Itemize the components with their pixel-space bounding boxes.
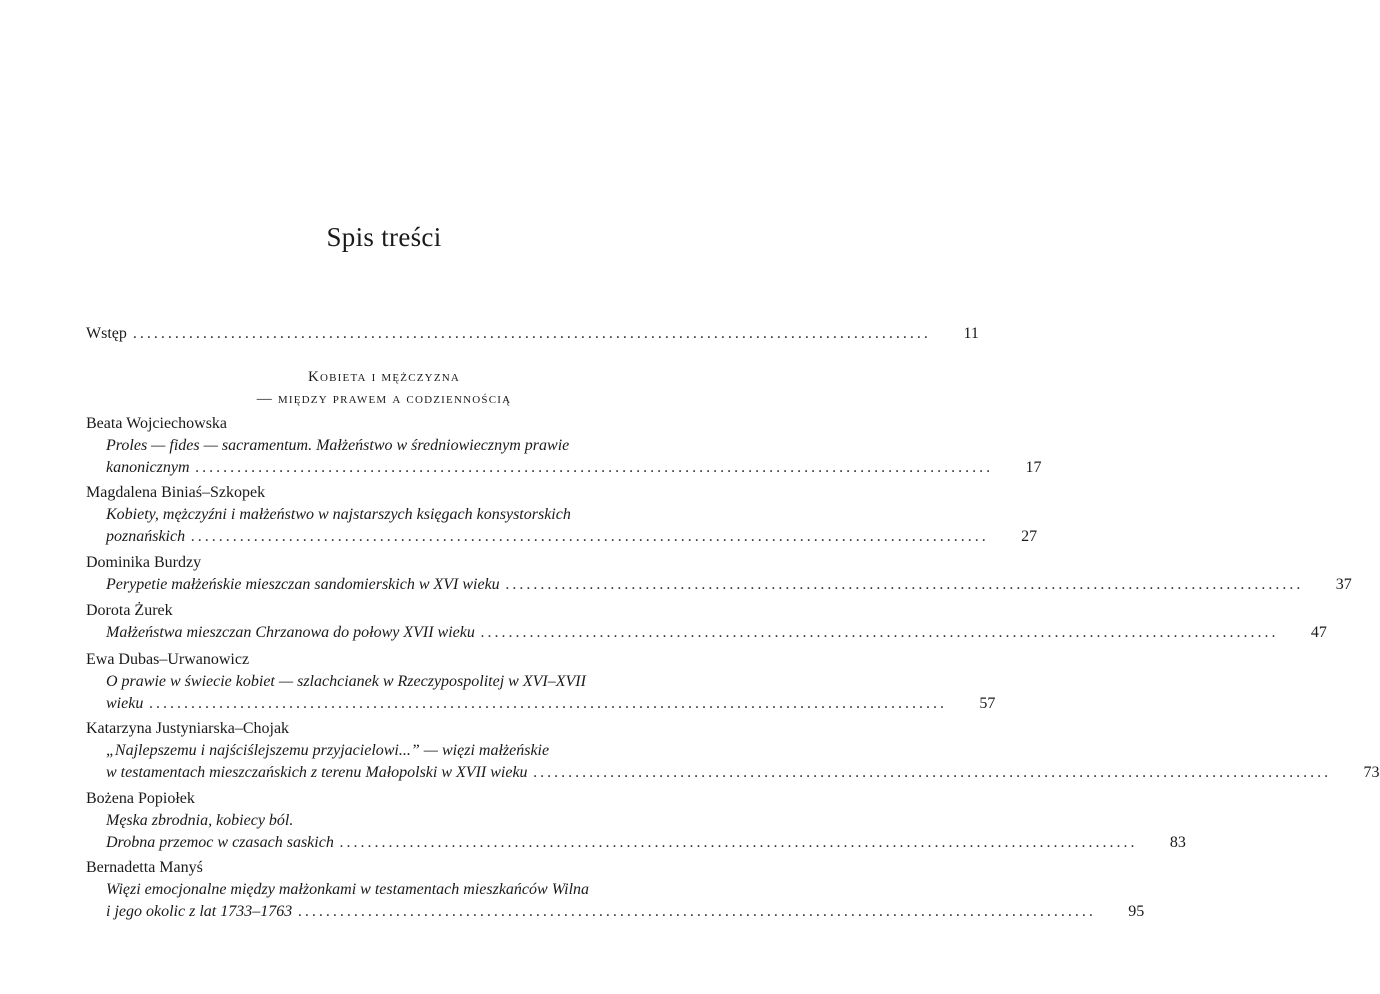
page-number: 73: [1363, 764, 1380, 781]
entry-author: Beata Wojciechowska: [86, 415, 228, 432]
entry-title-line: wieku: [106, 695, 144, 712]
toc-entry[interactable]: [86, 788, 1186, 854]
leader-dots: ..................................................................................................................: [480, 624, 1279, 641]
section-heading: [0, 366, 768, 410]
toc-entry[interactable]: [86, 552, 1352, 596]
entry-author: Ewa Dubas–Urwanowicz: [86, 651, 250, 668]
entry-author: Bożena Popiołek: [86, 790, 195, 807]
toc-label: Wstęp: [86, 325, 127, 342]
entry-author: Magdalena Biniaś–Szkopek: [86, 484, 266, 501]
entry-title-line: Perypetie małżeńskie mieszczan sandomierskich w XVI wieku: [106, 576, 500, 593]
entry-title-line: w testamentach mieszczańskich z terenu Małopolski w XVII wieku: [106, 764, 528, 781]
leader-dots: ..................................................................................................................: [132, 325, 931, 342]
page-title: Spis treści: [326, 222, 442, 252]
entry-author: Bernadetta Manyś: [86, 859, 203, 876]
entry-title-line: Małżeństwa mieszczan Chrzanowa do połowy XVII wieku: [106, 624, 475, 641]
page-number: 83: [1169, 834, 1186, 851]
leader-dots: ..................................................................................................................: [195, 459, 994, 476]
section-heading-line2: — między prawem a codziennością: [256, 391, 512, 407]
section-heading-line1: Kobieta i mężczyzna: [307, 369, 461, 385]
entry-title-line: poznańskich: [106, 528, 186, 545]
entry-title-line: Proles — fides — sacramentum. Małżeństwo w średniowiecznym prawie: [106, 437, 570, 454]
leader-dots: ..................................................................................................................: [191, 528, 990, 545]
entry-title-line: Męska zbrodnia, kobiecy ból.: [106, 812, 294, 829]
entry-author: Katarzyna Justyniarska–Chojak: [86, 720, 290, 737]
entry-title-line: kanonicznym: [106, 459, 190, 476]
page-number: 47: [1310, 624, 1327, 641]
entry-title-line: Drobna przemoc w czasach saskich: [106, 834, 334, 851]
page-number: 57: [979, 695, 996, 712]
toc-entry[interactable]: [86, 482, 1038, 548]
leader-dots: ..................................................................................................................: [533, 764, 1332, 781]
page-number: 27: [1021, 528, 1038, 545]
leader-dots: ..................................................................................................................: [298, 903, 1097, 920]
leader-dots: ..................................................................................................................: [149, 695, 948, 712]
entry-author: Dominika Burdzy: [86, 554, 202, 571]
toc-entry[interactable]: [86, 649, 996, 715]
toc-entry[interactable]: [86, 600, 1327, 644]
toc-entry[interactable]: [86, 857, 1145, 923]
toc-entry-intro[interactable]: [86, 323, 979, 345]
page-number: 17: [1025, 459, 1042, 476]
leader-dots: ..................................................................................................................: [505, 576, 1304, 593]
leader-dots: ..................................................................................................................: [339, 834, 1138, 851]
entry-title-line: Kobiety, mężczyźni i małżeństwo w najstarszych księgach konsystorskich: [106, 506, 571, 523]
entry-title-line: Więzi emocjonalne między małżonkami w testamentach mieszkańców Wilna: [106, 881, 590, 898]
toc-entry[interactable]: [86, 413, 1042, 479]
entry-title-line: i jego okolic z lat 1733–1763: [106, 903, 293, 920]
toc-entry[interactable]: [86, 718, 1380, 784]
entry-title-line: „Najlepszemu i najściślejszemu przyjacielowi...” — więzi małżeńskie: [106, 742, 550, 759]
page-number: 95: [1128, 903, 1145, 920]
page-number: 11: [963, 325, 979, 342]
entry-title-line: O prawie w świecie kobiet — szlachcianek w Rzeczypospolitej w XVI–XVII: [106, 673, 586, 690]
entry-author: Dorota Żurek: [86, 602, 173, 619]
page-number: 37: [1335, 576, 1352, 593]
